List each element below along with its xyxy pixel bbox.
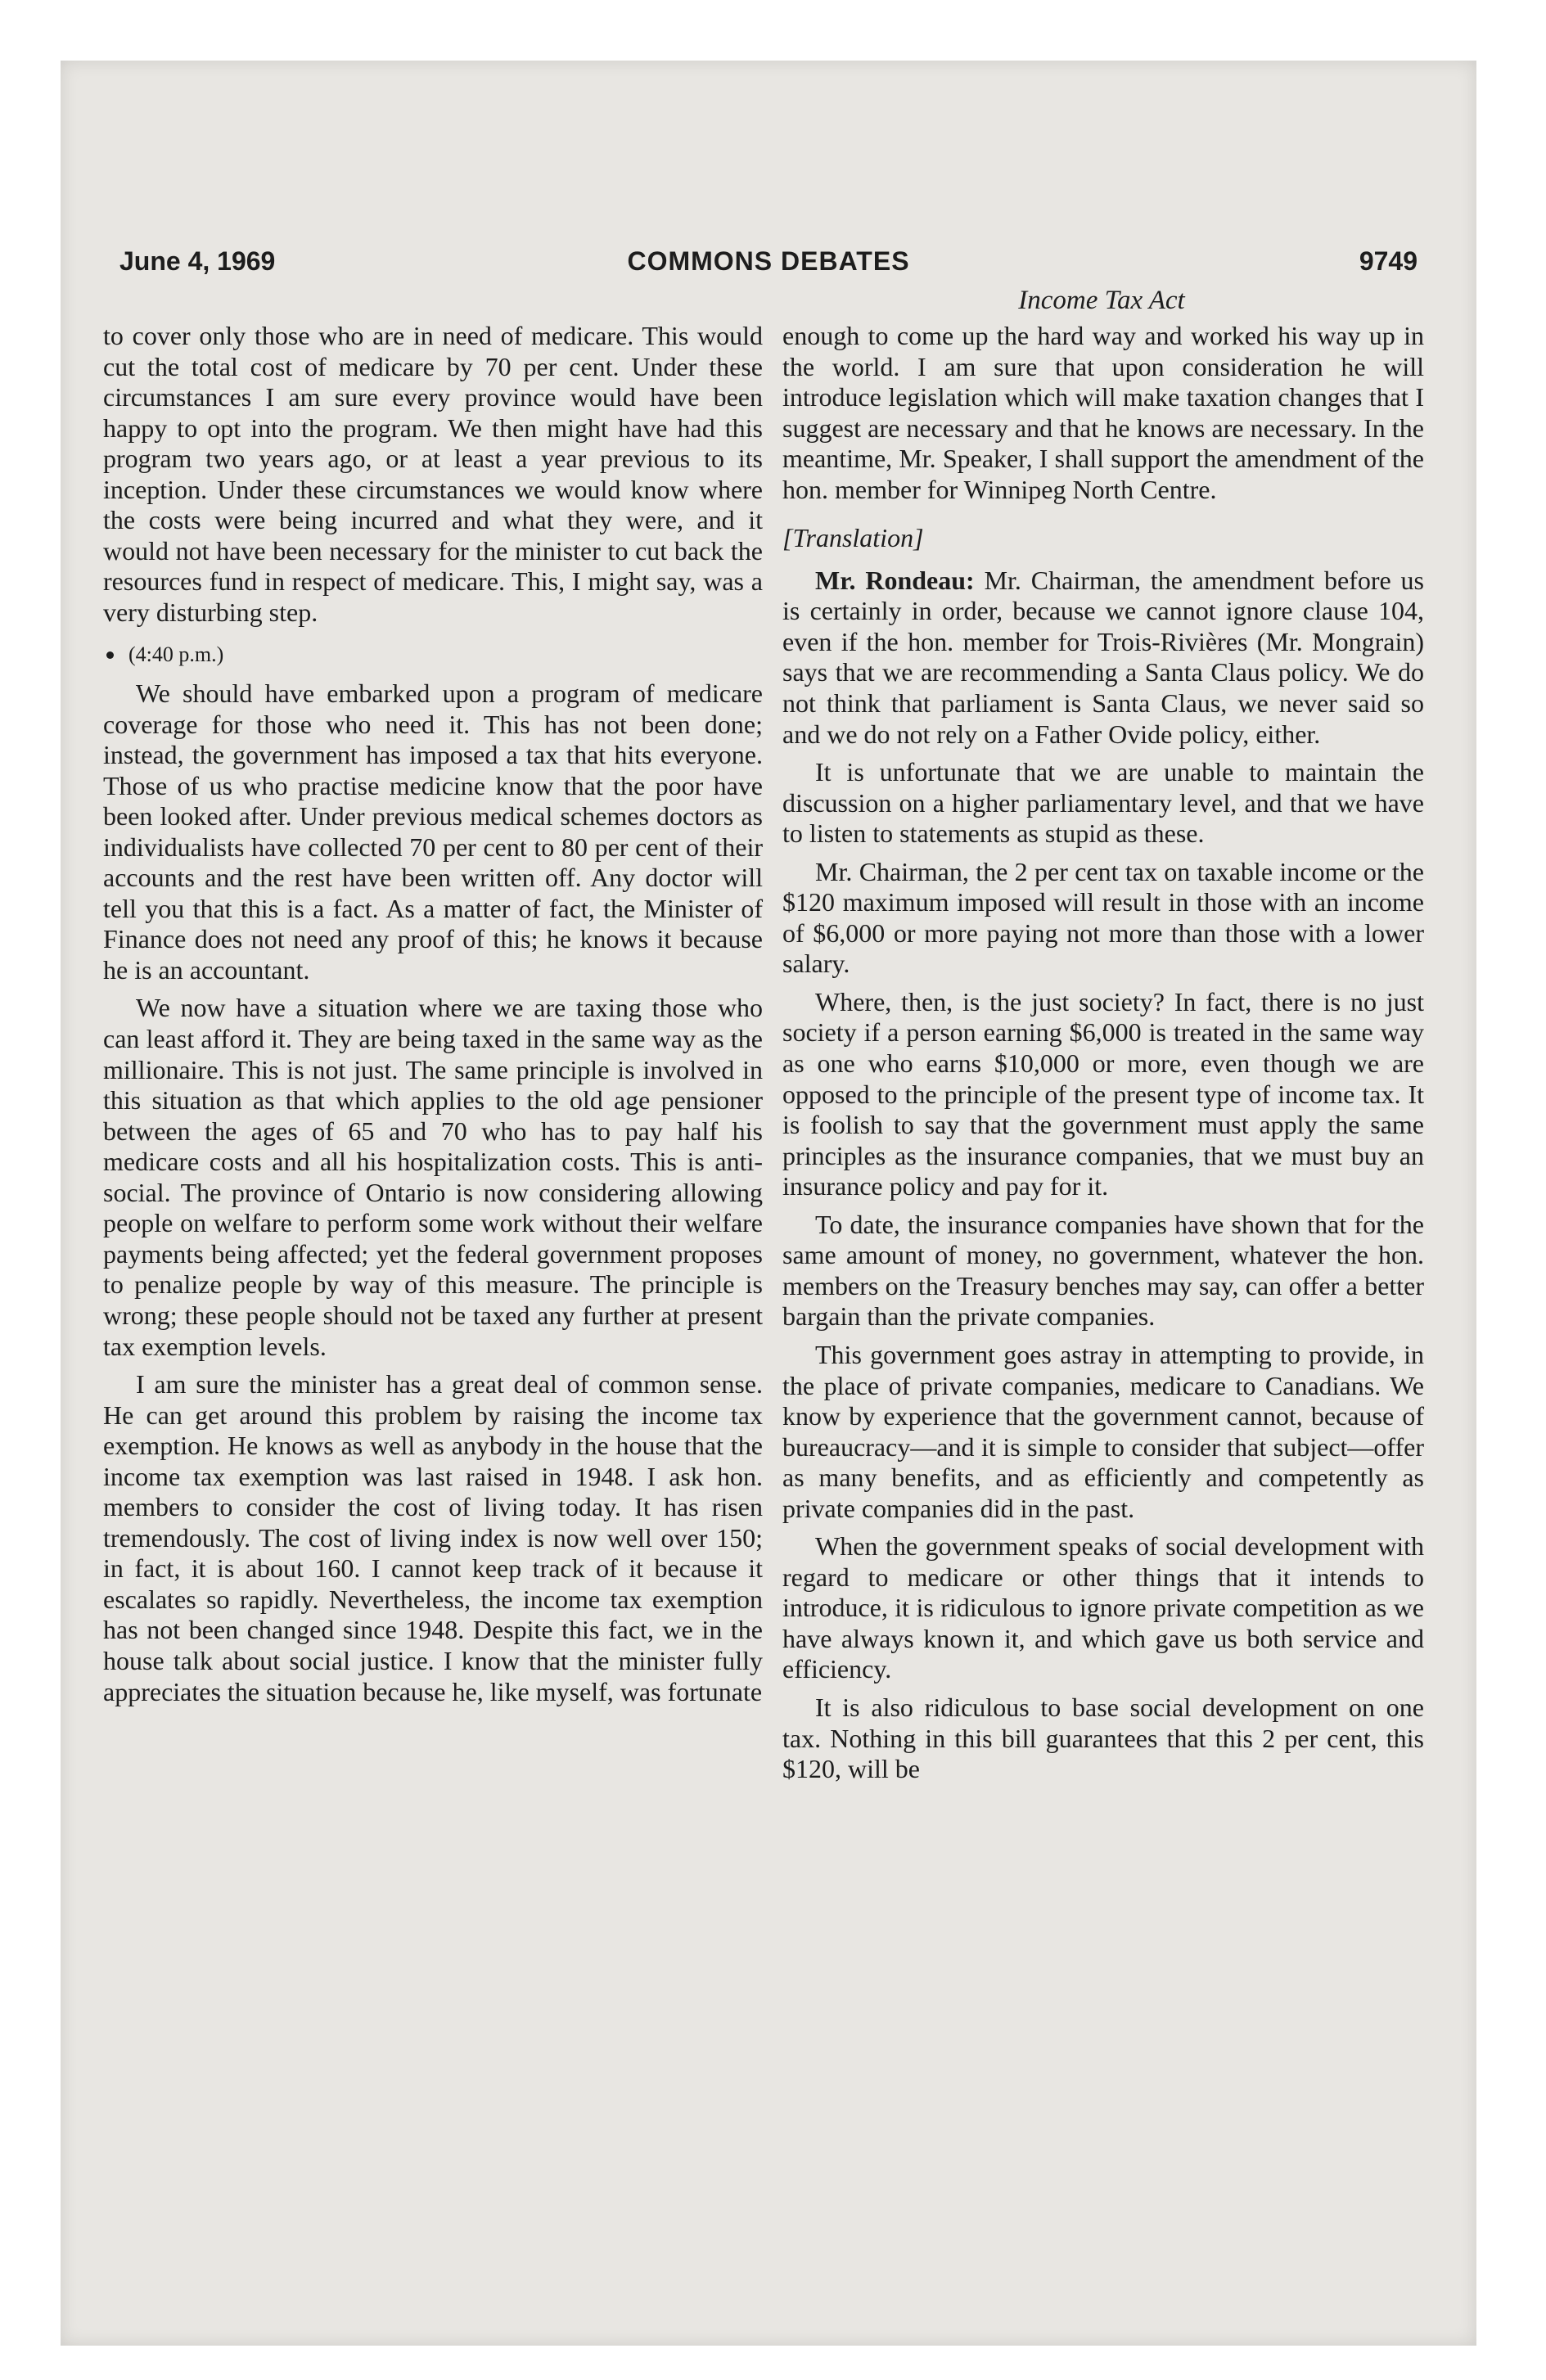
page-header: [61, 246, 1476, 282]
right-paragraph-8: When the government speaks of social development with regard to medicare or other things that it intends to introduce, it is ridiculous to ignore private competition as we have always known it, and which gave us both service and efficiency.: [782, 1531, 1424, 1684]
right-column: [782, 321, 1424, 1785]
page-sheet: [61, 61, 1476, 2346]
right-paragraph-4: Mr. Chairman, the 2 per cent tax on taxable income or the $120 maximum imposed will result in those with an income of $6,000 or more paying not more than those with a lower salary.: [782, 856, 1424, 979]
right-paragraph-3: It is unfortunate that we are unable to maintain the discussion on a higher parliamentary level, and that we have to listen to statements as stupid as these.: [782, 757, 1424, 849]
time-marker-text: (4:40 p.m.): [128, 642, 224, 667]
left-paragraph-2: We should have embarked upon a program of medicare coverage for those who need it. This has not been done; instead, the government has imposed a tax that hits everyone. Those of us who practise medicine know that the poor have been looked after. Under previous medical schemes doctors as individualists have collected 70 per cent to 80 per cent of their accounts and the rest have been written off. Any doctor will tell you that this is a fact. As a matter of fact, the Minister of Finance does not need any proof of this; he knows it because he is an accountant.: [103, 678, 763, 985]
right-paragraph-7: This government goes astray in attempting to provide, in the place of private companies, medicare to Canadians. We know by experience that the government cannot, because of bureaucracy—and it is simple to consider that subject—offer as many benefits, and as efficiently and competently as private companies did in the past.: [782, 1339, 1424, 1523]
left-paragraph-4: I am sure the minister has a great deal of common sense. He can get around this problem by raising the income tax exemption. He knows as well as anybody in the house that the income tax exemption was last raised in 1948. I ask hon. members to consider the cost of living today. It has risen tremendously. The cost of living index is now well over 150; in fact, it is about 160. I cannot keep track of it because it escalates so rapidly. Nevertheless, the income tax exemption has not been changed since 1948. Despite this fact, we in the house talk about social justice. I know that the minister fully appreciates the situation because he, like myself, was fortunate: [103, 1369, 763, 1706]
time-marker: [103, 639, 763, 670]
header-date: June 4, 1969: [119, 246, 276, 276]
right-paragraph-2: [782, 566, 1424, 750]
header-title: COMMONS DEBATES: [627, 246, 910, 276]
left-paragraph-3: We now have a situation where we are taxing those who can least afford it. They are being taxed in the same way as the millionaire. This is not just. The same principle is involved in this situation as that which applies to the old age pensioner between the ages of 65 and 70 who has to pay half his medicare costs and all his hospitalization costs. This is anti-social. The province of Ontario is now considering allowing people on welfare to perform some work without their welfare payments being affected; yet the federal government proposes to penalize people by way of this measure. The principle is wrong; these people should not be taxed any further at present tax exemption levels.: [103, 993, 763, 1361]
right-paragraph-9: It is also ridiculous to base social development on one tax. Nothing in this bill guarantees that this 2 per cent, this $120, will be: [782, 1692, 1424, 1784]
speaker-text: Mr. Chairman, the amendment before us is certainly in order, because we cannot ignore clause 104, even if the hon. member for Trois-Rivières (Mr. Mongrain) says that we are recommending a Santa Claus policy. We do not think that parliament is Santa Claus, we never said so and we do not rely on a Father Ovide policy, either.: [782, 565, 1425, 749]
right-paragraph-1: enough to come up the hard way and worked his way up in the world. I am sure that upon consideration he will introduce legislation which will make taxation changes that I suggest are necessary and that he knows are necessary. In the meantime, Mr. Speaker, I shall support the amendment of the hon. member for Winnipeg North Centre.: [782, 321, 1424, 504]
translation-label: [Translation]: [782, 523, 924, 553]
speaker-name: Mr. Rondeau:: [815, 565, 975, 595]
left-column: [103, 321, 763, 1707]
subject-heading: Income Tax Act: [1018, 286, 1185, 315]
left-paragraph-1: to cover only those who are in need of medicare. This would cut the total cost of medicare by 70 per cent. Under these circumstances I am sure every province would have been happy to opt into the program. We then might have had this program two years ago, or at least a year previous to its inception. Under these circumstances we would know where the costs were being incurred and what they were, and it would not have been necessary for the minister to cut back the resources fund in respect of medicare. This, I might say, was a very disturbing step.: [103, 321, 763, 627]
header-page-number: 9749: [1359, 246, 1418, 276]
bullet-icon: [106, 651, 114, 659]
right-paragraph-5: Where, then, is the just society? In fact, there is no just society if a person earning $6,000 is treated in the same way as one who earns $10,000 or more, even though we are opposed to the principle of the present type of income tax. It is foolish to say that the government must apply the same principles as the insurance companies, that we must buy an insurance policy and pay for it.: [782, 986, 1424, 1201]
right-paragraph-6: To date, the insurance companies have shown that for the same amount of money, no government, whatever the hon. members on the Treasury benches may say, can offer a better bargain than the private companies.: [782, 1209, 1424, 1332]
